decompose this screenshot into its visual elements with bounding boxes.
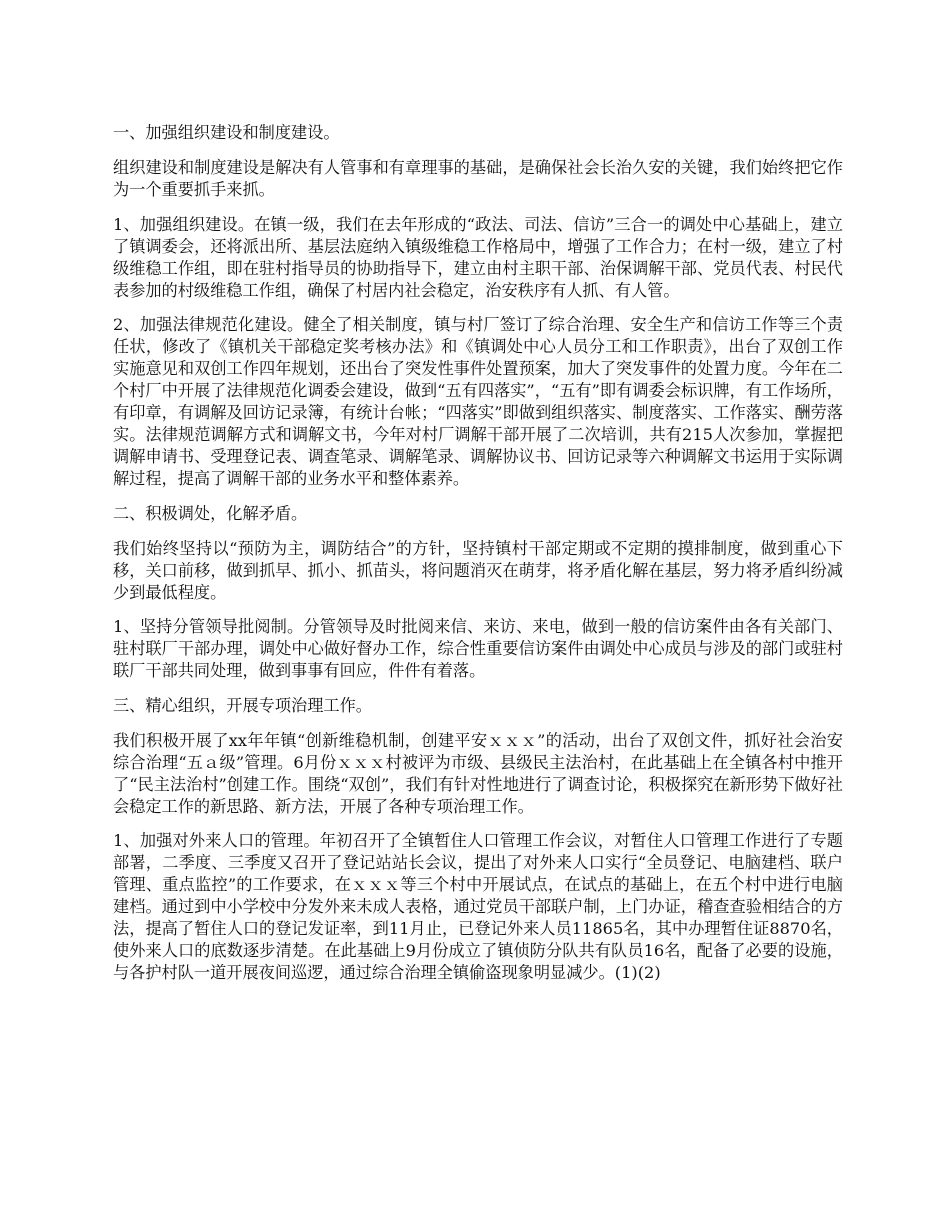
section-heading-1: 一、加强组织建设和制度建设。 <box>113 123 340 142</box>
paragraph: 1、加强对外来人口的管理。年初召开了全镇暂住人口管理工作会议，对暂住人口管理工作进行了专题部署，二季度、三季度又召开了登记站站长会议，提出了对外来人口实行“全员登记、电脑建档、联户管理、重点监控”的工作要求，在ｘｘｘ等三个村中开展试点，在试点的基础上，在五个村中进行电脑建档。通过到中小学校中分发外来未成人表格，通过党员干部联户制，上门办证，稽查查验相结合的方法，提高了暂住人口的登记发证率，到11月止，已登记外来人员11865名，其中办理暂住证8870名，使外来人口的底数逐步清楚。在此基础上9月份成立了镇侦防分队共有队员16名，配备了必要的设施，与各护村队一道开展夜间巡逻，通过综合治理全镇偷盗现象明显减少。(1)(2) <box>113 831 843 982</box>
paragraph: 1、坚持分管领导批阅制。分管领导及时批阅来信、来访、来电，做到一般的信访案件由各有关部门、驻村联厂干部办理，调处中心做好督办工作，综合性重要信访案件由调处中心成员与涉及的部门或驻村联厂干部共同处理，做到事事有回应，件件有着落。 <box>113 617 843 680</box>
paragraph: 2、加强法律规范化建设。健全了相关制度，镇与村厂签订了综合治理、安全生产和信访工作等三个责任状，修改了《镇机关干部稳定奖考核办法》和《镇调处中心人员分工和工作职责》，出台了双创工作实施意见和双创工作四年规划，还出台了突发性事件处置预案，加大了突发事件的处置力度。今年在二个村厂中开展了法律规范化调委会建设，做到“五有四落实”，“五有”即有调委会标识牌，有工作场所，有印章，有调解及回访记录簿，有统计台帐；“四落实”即做到组织落实、制度落实、工作落实、酬劳落实。法律规范调解方式和调解文书，今年对村厂调解干部开展了二次培训，共有215人次参加，掌握把调解申请书、受理登记表、调查笔录、调解笔录、调解协议书、回访记录等六种调解文书运用于实际调解过程，提高了调解干部的业务水平和整体素养。 <box>113 315 843 488</box>
paragraph: 1、加强组织建设。在镇一级，我们在去年形成的“政法、司法、信访”三合一的调处中心基础上，建立了镇调委会，还将派出所、基层法庭纳入镇级维稳工作格局中，增强了工作合力；在村一级，建立了村级维稳工作组，即在驻村指导员的协助指导下，建立由村主职干部、治保调解干部、党员代表、村民代表参加的村级维稳工作组，确保了村居内社会稳定，治安秩序有人抓、有人管。 <box>113 214 843 300</box>
paragraph: 组织建设和制度建设是解决有人管事和有章理事的基础，是确保社会长治久安的关键，我们始终把它作为一个重要抓手来抓。 <box>113 158 843 199</box>
paragraph: 我们积极开展了xx年年镇“创新维稳机制，创建平安ｘｘｘ”的活动，出台了双创文件，抓好社会治安综合治理“五ａ级”管理。6月份ｘｘｘ村被评为市级、县级民主法治村，在此基础上在全镇各村中推开了“民主法治村”创建工作。围绕“双创”，我们有针对性地进行了调查讨论，积极探究在新形势下做好社会稳定工作的新思路、新方法，开展了各种专项治理工作。 <box>113 730 843 816</box>
section-heading-3: 三、精心组织，开展专项治理工作。 <box>113 695 372 715</box>
paragraph: 我们始终坚持以“预防为主，调防结合”的方针，坚持镇村干部定期或不定期的摸排制度，做到重心下移，关口前移，做到抓早、抓小、抓苗头，将问题消灭在萌芽，将矛盾化解在基层，努力将矛盾纠纷减少到最低程度。 <box>113 538 843 602</box>
section-heading-2: 二、积极调处，化解矛盾。 <box>113 503 308 523</box>
document-body <box>113 122 843 997</box>
